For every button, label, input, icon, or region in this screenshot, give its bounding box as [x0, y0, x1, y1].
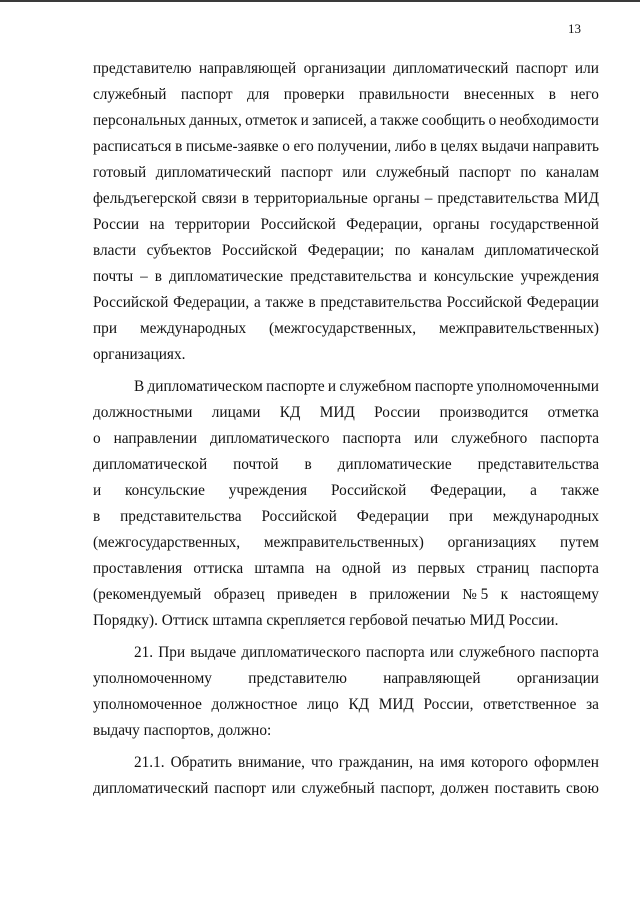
word: 21.1. [134, 754, 165, 771]
text-line [93, 134, 599, 160]
word: паспорта [540, 430, 599, 447]
word: внимание, [238, 754, 305, 771]
word: о [93, 430, 101, 447]
word: МИД [469, 612, 505, 629]
word: или [574, 60, 599, 77]
word: в [349, 586, 357, 603]
word: дипломатический [393, 60, 509, 77]
word: служебного [451, 430, 528, 447]
word: паспорте [414, 378, 474, 395]
word: направлении [113, 430, 198, 447]
word: и [418, 268, 427, 285]
word: на [315, 560, 331, 577]
word: выдачи [481, 138, 529, 155]
word: должностное [211, 696, 298, 713]
word: паспорт [180, 86, 233, 103]
text-line [93, 186, 599, 212]
word: также [380, 112, 419, 129]
text-line [93, 160, 599, 186]
word: Федерации, [173, 294, 250, 311]
word: или [271, 780, 296, 797]
text-line [93, 56, 599, 82]
word: на [419, 754, 435, 771]
word: сообщить [421, 112, 486, 129]
word: межправительственных) [439, 320, 599, 337]
word: уполномоченное [93, 696, 202, 713]
word: № 5 [462, 586, 489, 603]
word: консульские [125, 482, 205, 499]
word: скрепляется [266, 612, 346, 629]
word: представительства [120, 508, 242, 525]
word: представительства [290, 268, 412, 285]
word: Российской [446, 294, 522, 311]
word: направить [532, 138, 599, 155]
text-line [93, 666, 599, 692]
word: Федерации [356, 508, 429, 525]
word: уполномоченными [476, 378, 599, 395]
word: проставления [93, 560, 183, 577]
word: штампа [212, 612, 263, 629]
word: Обратить [170, 754, 232, 771]
word: должностными [93, 404, 193, 421]
word: которого [470, 754, 528, 771]
word: почты [93, 268, 134, 285]
word: уполномоченному [93, 670, 212, 687]
text-line [93, 82, 599, 108]
word: фельдъегерской [93, 190, 197, 207]
word: – [140, 268, 148, 285]
word: КД [348, 696, 370, 713]
word: территории [174, 216, 251, 233]
word: Федерации [526, 294, 599, 311]
word: данных, [189, 112, 242, 129]
word: связи [201, 190, 237, 207]
text-line [93, 530, 599, 556]
word: представительства [437, 190, 559, 207]
word: и [93, 482, 102, 499]
word: консульские [433, 268, 514, 285]
word: а [370, 112, 377, 129]
word: дипломатические [169, 268, 284, 285]
word: дипломатической [484, 242, 599, 259]
word: организациях [447, 534, 537, 551]
word: Российской [221, 242, 298, 259]
word: ответственное [483, 696, 577, 713]
word: также [265, 294, 304, 311]
word: целях [440, 138, 478, 155]
word: о [488, 112, 497, 129]
word: Федерации, [430, 482, 507, 499]
word: дипломатического [210, 430, 330, 447]
word: гербовой [349, 612, 409, 629]
word: организации [303, 60, 386, 77]
word: межправительственных) [263, 534, 424, 551]
word: в [304, 456, 312, 473]
word: а [530, 482, 537, 499]
word: направляющей [198, 60, 297, 77]
word: паспорт [280, 164, 333, 181]
word: представительства [320, 294, 442, 311]
word: представительства [477, 456, 599, 473]
word: международных [139, 320, 247, 337]
word: (рекомендуемый [93, 586, 202, 603]
word: выдаче [190, 644, 237, 661]
word: страниц [476, 560, 530, 577]
word: Федерации, [346, 216, 423, 233]
word: и [300, 112, 309, 129]
word: учреждения [228, 482, 308, 499]
word: проверки [283, 86, 345, 103]
word: дипломатические [337, 456, 452, 473]
word: МИД [319, 404, 355, 421]
word: служебного [458, 644, 536, 661]
word: в [241, 190, 249, 207]
word: при [93, 320, 118, 337]
word: почтой [233, 456, 279, 473]
word: в [429, 138, 437, 155]
word: а [253, 294, 261, 311]
word: оттиска [193, 560, 244, 577]
word: органы [372, 190, 420, 207]
word: лицами [211, 404, 261, 421]
word: государственной [489, 216, 599, 233]
text-line [93, 504, 599, 530]
word: и [327, 378, 337, 395]
word: расписаться [93, 138, 172, 155]
word: гражданин, [338, 754, 414, 771]
word: по [520, 164, 537, 181]
word: к [500, 586, 509, 603]
word: в [93, 508, 101, 525]
word: путем [560, 534, 599, 551]
word: по [394, 242, 411, 259]
word: власти [93, 242, 137, 259]
word: В [134, 378, 145, 395]
word: приложении [369, 586, 450, 603]
word: поставить [494, 780, 561, 797]
word: МИД [378, 696, 414, 713]
word: в [175, 138, 183, 155]
word: паспорта [540, 560, 599, 577]
word: него [570, 86, 599, 103]
word: дипломатический [93, 780, 209, 797]
word: первых [417, 560, 466, 577]
word: образец [213, 586, 265, 603]
word: производится [439, 404, 529, 421]
word: Федерации; [307, 242, 385, 259]
text-line [93, 718, 599, 744]
word: печатью [411, 612, 466, 629]
word: служебный [375, 164, 450, 181]
word: для [246, 86, 270, 103]
word: России [93, 216, 140, 233]
word: паспортов, [143, 722, 214, 739]
word: (межгосударственных, [269, 320, 417, 337]
word: в [308, 294, 316, 311]
word: в [154, 268, 163, 285]
page-number: 13 [568, 21, 581, 36]
word: субъектов [146, 242, 212, 259]
word: при [448, 508, 473, 525]
word: паспорт, [380, 780, 435, 797]
word: Российской [330, 482, 407, 499]
text-line [93, 426, 599, 452]
text-line [93, 556, 599, 582]
word: что [310, 754, 333, 771]
word: паспорта [365, 644, 425, 661]
text-line [93, 640, 599, 666]
word: отметка [547, 404, 599, 421]
word: учреждения [520, 268, 599, 285]
word: дипломатической [93, 456, 208, 473]
word: Оттиск [161, 612, 209, 629]
text-line [93, 264, 599, 290]
word: организациях. [93, 346, 186, 363]
word: международных [492, 508, 599, 525]
word: в [548, 86, 557, 103]
word: необходимости [499, 112, 599, 129]
text-line [93, 608, 599, 634]
word: паспорт [515, 60, 568, 77]
word: выдачу [93, 722, 140, 739]
word: или [414, 430, 439, 447]
word: о [282, 138, 290, 155]
word: дипломатическом [147, 378, 263, 395]
word: каналам [421, 242, 475, 259]
word: паспорта [540, 644, 599, 661]
word: персональных [93, 112, 186, 129]
word: штампа [254, 560, 305, 577]
text-line [93, 400, 599, 426]
text-line [93, 452, 599, 478]
word: или [429, 644, 454, 661]
word: организации [516, 670, 599, 687]
word: также [560, 482, 599, 499]
word: имя [440, 754, 465, 771]
word: записей, [312, 112, 367, 129]
word: приведен [276, 586, 338, 603]
word: 21. [134, 644, 154, 661]
word: одной [341, 560, 381, 577]
text-line [93, 238, 599, 264]
text-line [93, 692, 599, 718]
word: должно: [217, 722, 272, 739]
word: получении, [317, 138, 392, 155]
word: каналам [545, 164, 599, 181]
text-line [93, 750, 599, 776]
word: отметок [245, 112, 298, 129]
text-line [93, 776, 599, 802]
word: представителю [248, 670, 347, 687]
word: или [342, 164, 367, 181]
word: его [293, 138, 314, 155]
word: Российской [93, 294, 169, 311]
word: либо [394, 138, 427, 155]
word: территориальные [254, 190, 368, 207]
word: письме-заявке [185, 138, 279, 155]
top-rule [0, 0, 640, 2]
text-line [93, 582, 599, 608]
document-body [93, 56, 599, 802]
text-line [93, 290, 599, 316]
word: – [424, 190, 433, 207]
word: паспорт [214, 780, 266, 797]
word: служебном [339, 378, 412, 395]
word: При [158, 644, 186, 661]
text-line [93, 316, 599, 342]
word: дипломатического [241, 644, 361, 661]
text-line [93, 342, 599, 368]
word: готовый [93, 164, 147, 181]
word: органы [432, 216, 480, 233]
word: КД [279, 404, 301, 421]
word: из [392, 560, 407, 577]
word: России [374, 404, 421, 421]
text-line [93, 212, 599, 238]
text-line [93, 478, 599, 504]
word: паспорте [266, 378, 325, 395]
word: направляющей [383, 670, 481, 687]
word: дипломатический [155, 164, 272, 181]
word: служебный [93, 86, 167, 103]
word: России. [508, 612, 559, 629]
word: лицо [307, 696, 339, 713]
word: (межгосударственных, [93, 534, 241, 551]
word: Порядку). [93, 612, 158, 629]
word: МИД [563, 190, 599, 207]
word: на [149, 216, 165, 233]
word: правильности [358, 86, 450, 103]
word: представителю [93, 60, 192, 77]
word: за [586, 696, 599, 713]
word: России, [423, 696, 474, 713]
text-line [93, 108, 599, 134]
word: свою [565, 780, 599, 797]
word: Российской [261, 508, 337, 525]
text-line [93, 374, 599, 400]
word: должен [440, 780, 489, 797]
word: настоящему [520, 586, 599, 603]
word: паспорта [342, 430, 402, 447]
word: оформлен [534, 754, 599, 771]
word: Российской [260, 216, 336, 233]
word: внесенных [463, 86, 535, 103]
word: служебный [301, 780, 375, 797]
word: паспорт [458, 164, 511, 181]
